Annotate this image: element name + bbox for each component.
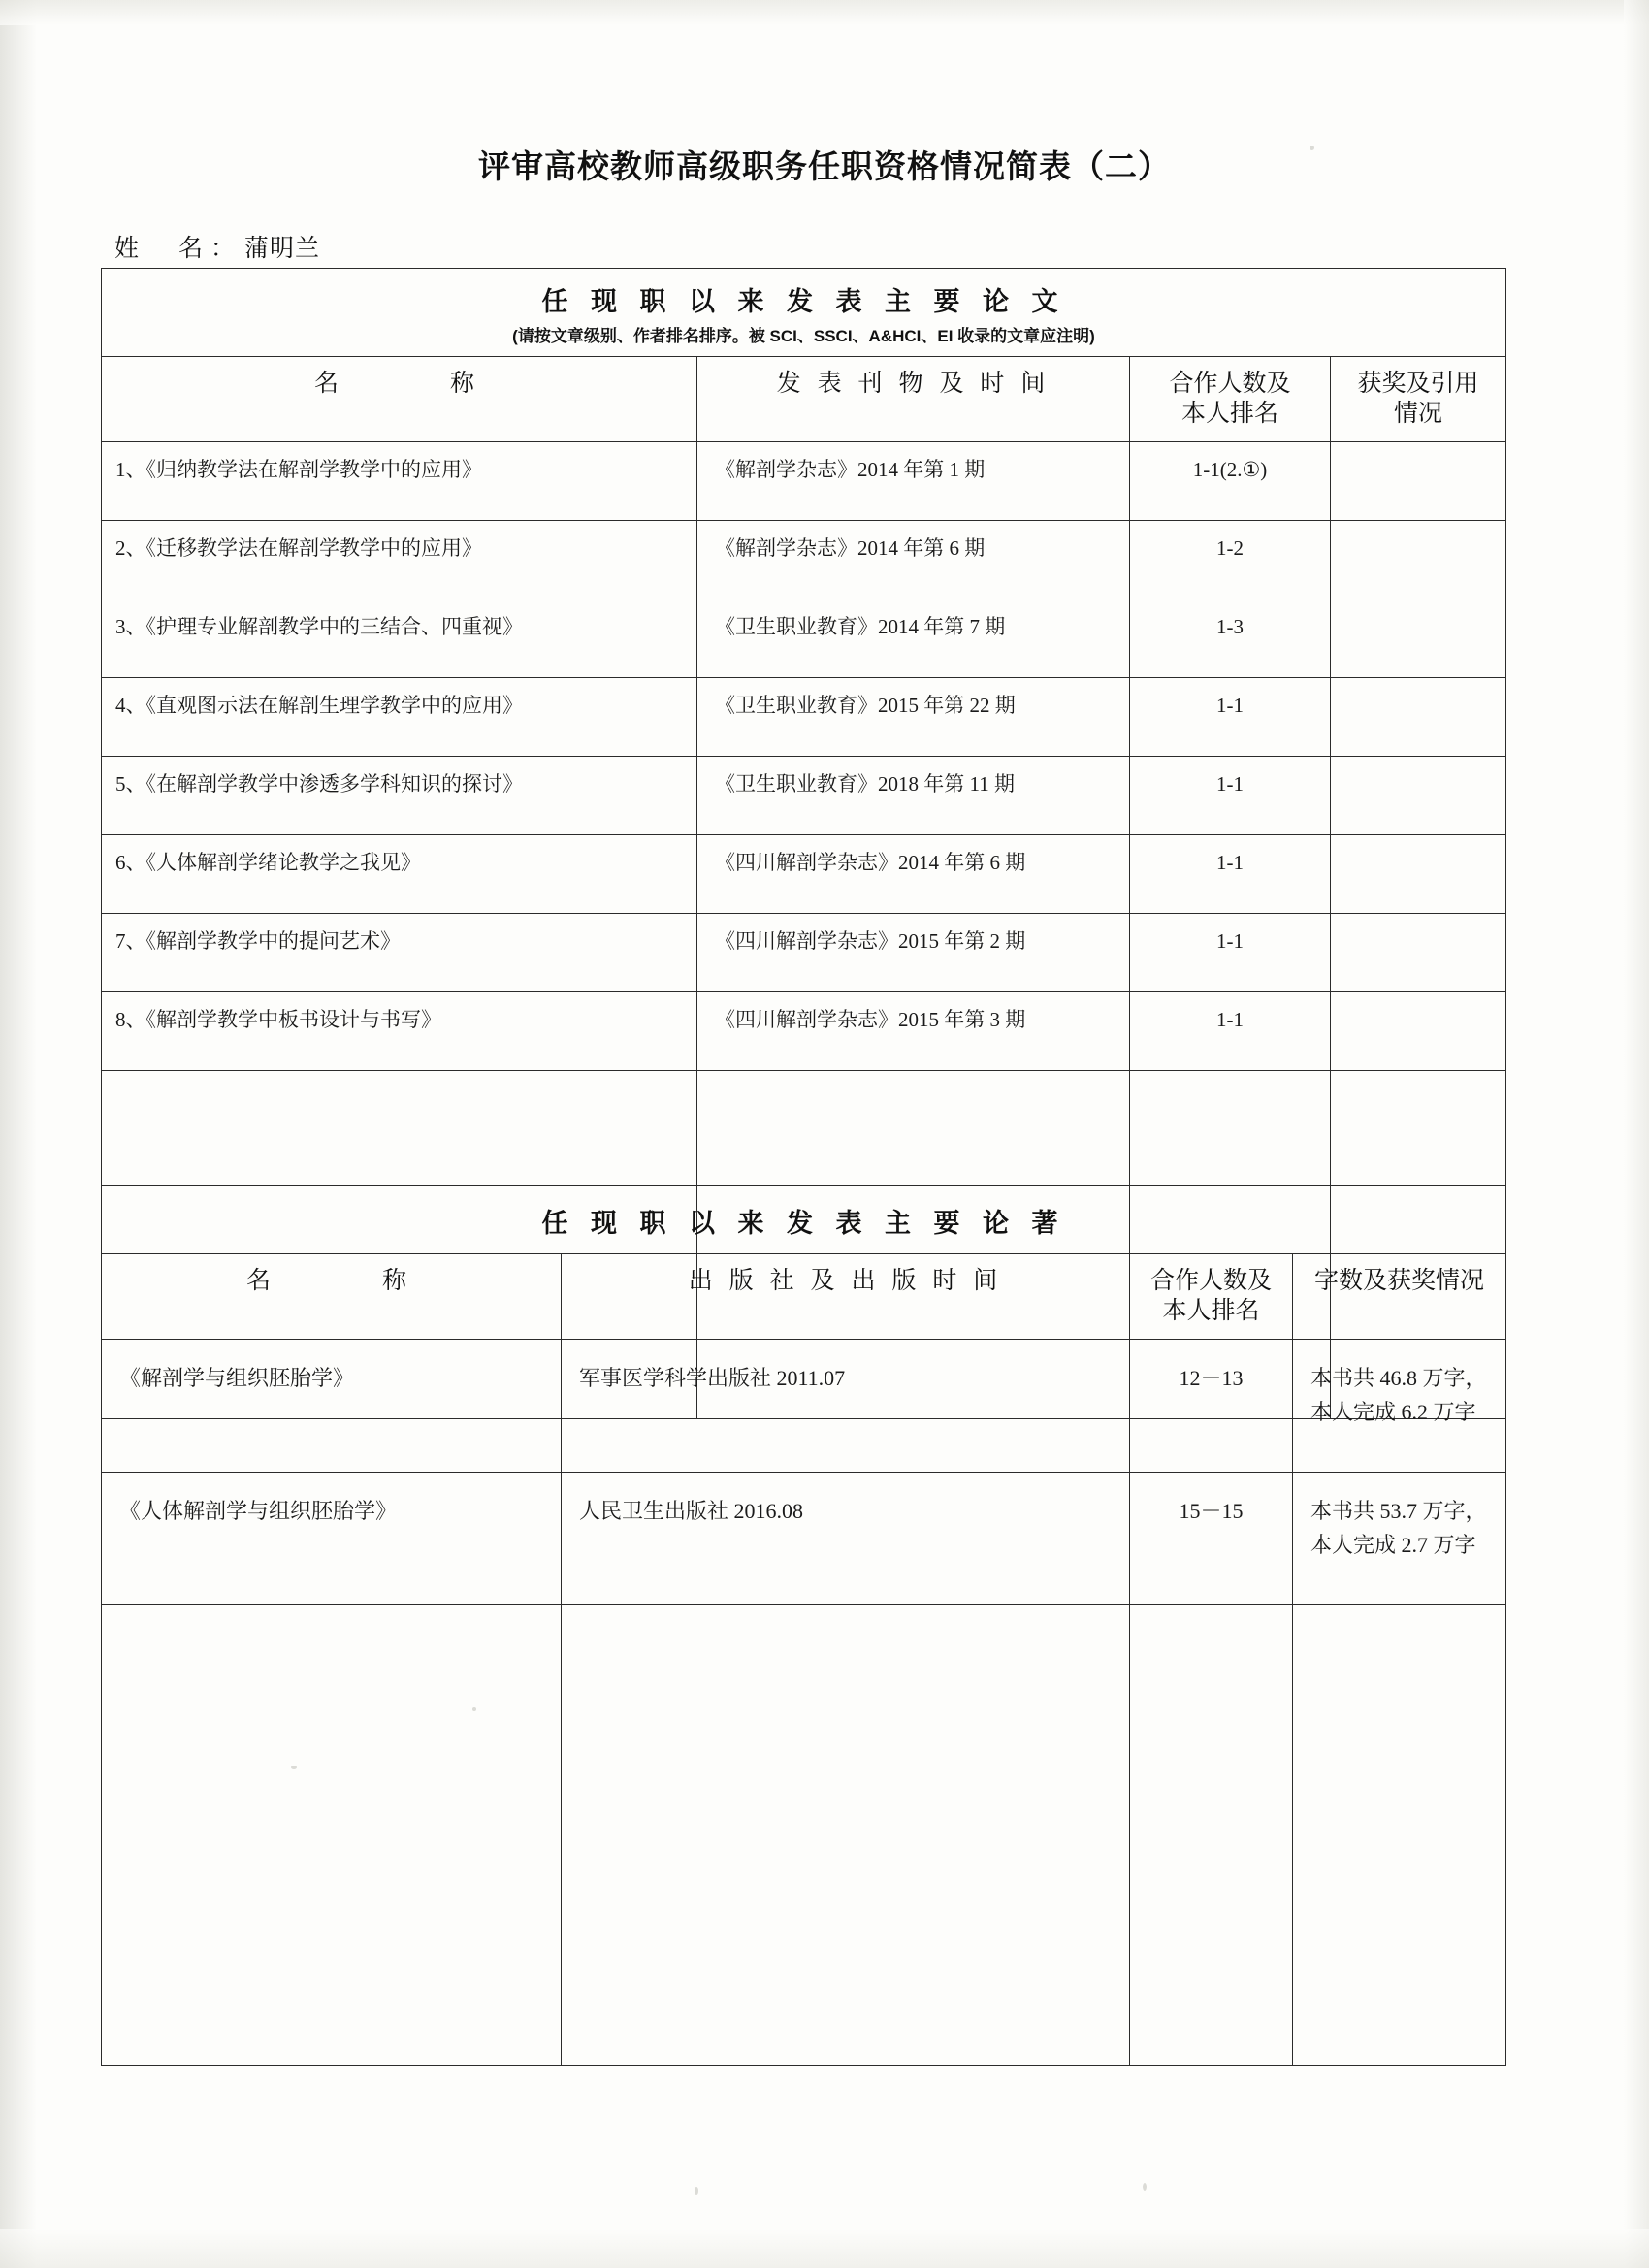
books-table bbox=[101, 1185, 1506, 2066]
book-name: 《解剖学与组织胚胎学》 bbox=[119, 1365, 355, 1390]
book-words-blank bbox=[1293, 1605, 1505, 2065]
book-rank: 12－13 bbox=[1179, 1365, 1244, 1390]
paper-name: 8、《解剖学教学中板书设计与书写》 bbox=[115, 1007, 441, 1031]
paper-award bbox=[1331, 992, 1505, 1070]
paper-award bbox=[1331, 835, 1505, 913]
paper-journal: 《解剖学杂志》2014 年第 1 期 bbox=[715, 457, 986, 481]
paper-journal: 《解剖学杂志》2014 年第 6 期 bbox=[715, 535, 986, 560]
scan-speck bbox=[695, 2187, 698, 2195]
paper-journal: 《卫生职业教育》2014 年第 7 期 bbox=[715, 614, 1006, 638]
paper-rank: 1-1 bbox=[1216, 850, 1244, 874]
paper-award bbox=[1331, 914, 1505, 991]
paper-award bbox=[1331, 521, 1505, 599]
papers-header-rank bbox=[1130, 357, 1330, 441]
paper-rank: 1-1 bbox=[1216, 928, 1244, 953]
scan-speck bbox=[1143, 2183, 1147, 2191]
books-section-title-row bbox=[102, 1186, 1506, 1254]
papers-header-row bbox=[102, 357, 1506, 442]
books-header-rank-line2: 本人排名 bbox=[1162, 1297, 1260, 1325]
papers-section-title-row bbox=[102, 269, 1506, 357]
table-row bbox=[102, 991, 1506, 1070]
books-header-row bbox=[102, 1254, 1506, 1340]
table-row bbox=[102, 441, 1506, 520]
papers-header-journal: 发 表 刊 物 及 时 间 bbox=[776, 370, 1051, 397]
paper-journal: 《四川解剖学杂志》2014 年第 6 期 bbox=[715, 850, 1026, 874]
paper-award bbox=[1331, 757, 1505, 834]
papers-section-subtitle: (请按文章级别、作者排名排序。被 SCI、SSCI、A&HCI、EI 收录的文章应注明) bbox=[512, 327, 1095, 345]
books-header-rank bbox=[1130, 1254, 1292, 1339]
paper-rank: 1-3 bbox=[1216, 614, 1244, 638]
scan-edge-bottom bbox=[0, 2229, 1649, 2268]
book-publisher-blank bbox=[562, 1605, 1129, 2065]
book-name: 《人体解剖学与组织胚胎学》 bbox=[119, 1498, 398, 1523]
paper-name: 7、《解剖学教学中的提问艺术》 bbox=[115, 928, 401, 953]
books-header-publisher: 出 版 社 及 出 版 时 间 bbox=[688, 1267, 1003, 1294]
papers-header-rank-line2: 本人排名 bbox=[1180, 400, 1278, 428]
paper-award bbox=[1331, 442, 1505, 520]
table-row bbox=[102, 756, 1506, 834]
paper-rank: 1-1 bbox=[1216, 771, 1244, 795]
paper-rank: 1-1(2.①) bbox=[1192, 457, 1268, 481]
papers-header-award-line1: 获奖及引用 bbox=[1357, 370, 1479, 397]
paper-award bbox=[1331, 599, 1505, 677]
books-header-name: 名 称 bbox=[245, 1267, 416, 1294]
paper-award bbox=[1331, 678, 1505, 756]
paper-name: 2、《迁移教学法在解剖学教学中的应用》 bbox=[115, 535, 482, 560]
paper-name: 1、《归纳教学法在解剖学教学中的应用》 bbox=[115, 457, 482, 481]
books-section-title: 任 现 职 以 来 发 表 主 要 论 著 bbox=[541, 1209, 1066, 1238]
paper-name: 3、《护理专业解剖教学中的三结合、四重视》 bbox=[115, 614, 523, 638]
paper-rank: 1-1 bbox=[1216, 1007, 1244, 1031]
papers-header-name: 名 称 bbox=[313, 370, 484, 397]
papers-section-title: 任 现 职 以 来 发 表 主 要 论 文 bbox=[541, 287, 1066, 316]
book-rank-blank bbox=[1130, 1605, 1292, 2065]
papers-header-rank-line1: 合作人数及 bbox=[1169, 370, 1291, 397]
paper-journal: 《卫生职业教育》2015 年第 22 期 bbox=[715, 693, 1016, 717]
book-publisher: 人民卫生出版社 2016.08 bbox=[579, 1498, 804, 1523]
name-label: 姓 名： bbox=[114, 235, 243, 262]
paper-journal: 《卫生职业教育》2018 年第 11 期 bbox=[715, 771, 1015, 795]
books-header-words: 字数及获奖情况 bbox=[1314, 1267, 1485, 1294]
book-words: 本书共 53.7 万字，本人完成 2.7 万字 bbox=[1310, 1498, 1487, 1557]
scan-edge-top bbox=[0, 0, 1649, 25]
paper-rank: 1-2 bbox=[1216, 535, 1244, 560]
paper-journal: 《四川解剖学杂志》2015 年第 3 期 bbox=[715, 1007, 1026, 1031]
name-value: 蒲明兰 bbox=[244, 235, 321, 262]
table-row bbox=[102, 599, 1506, 677]
book-name-blank bbox=[102, 1605, 561, 2065]
book-rank: 15－15 bbox=[1179, 1498, 1244, 1523]
table-row bbox=[102, 834, 1506, 913]
table-row bbox=[102, 1472, 1506, 1604]
table-row bbox=[102, 913, 1506, 991]
applicant-name-line bbox=[114, 229, 320, 264]
paper-name: 4、《直观图示法在解剖生理学教学中的应用》 bbox=[115, 693, 523, 717]
table-row bbox=[102, 520, 1506, 599]
papers-header-award bbox=[1331, 357, 1505, 441]
scan-edge-left bbox=[0, 0, 37, 2268]
table-row bbox=[102, 677, 1506, 756]
paper-name: 6、《人体解剖学绪论教学之我见》 bbox=[115, 850, 421, 874]
books-blank-row bbox=[102, 1604, 1506, 2065]
paper-name: 5、《在解剖学教学中渗透多学科知识的探讨》 bbox=[115, 771, 523, 795]
table-row bbox=[102, 1339, 1506, 1472]
paper-rank: 1-1 bbox=[1216, 693, 1244, 717]
books-header-rank-line1: 合作人数及 bbox=[1149, 1267, 1272, 1294]
scan-edge-right bbox=[1624, 0, 1649, 2268]
paper-journal: 《四川解剖学杂志》2015 年第 2 期 bbox=[715, 928, 1026, 953]
book-words: 本书共 46.8 万字，本人完成 6.2 万字 bbox=[1310, 1365, 1487, 1424]
page-title: 评审高校教师高级职务任职资格情况简表（二） bbox=[478, 148, 1171, 184]
book-publisher: 军事医学科学出版社 2011.07 bbox=[579, 1365, 846, 1390]
papers-header-award-line2: 情况 bbox=[1393, 400, 1442, 428]
